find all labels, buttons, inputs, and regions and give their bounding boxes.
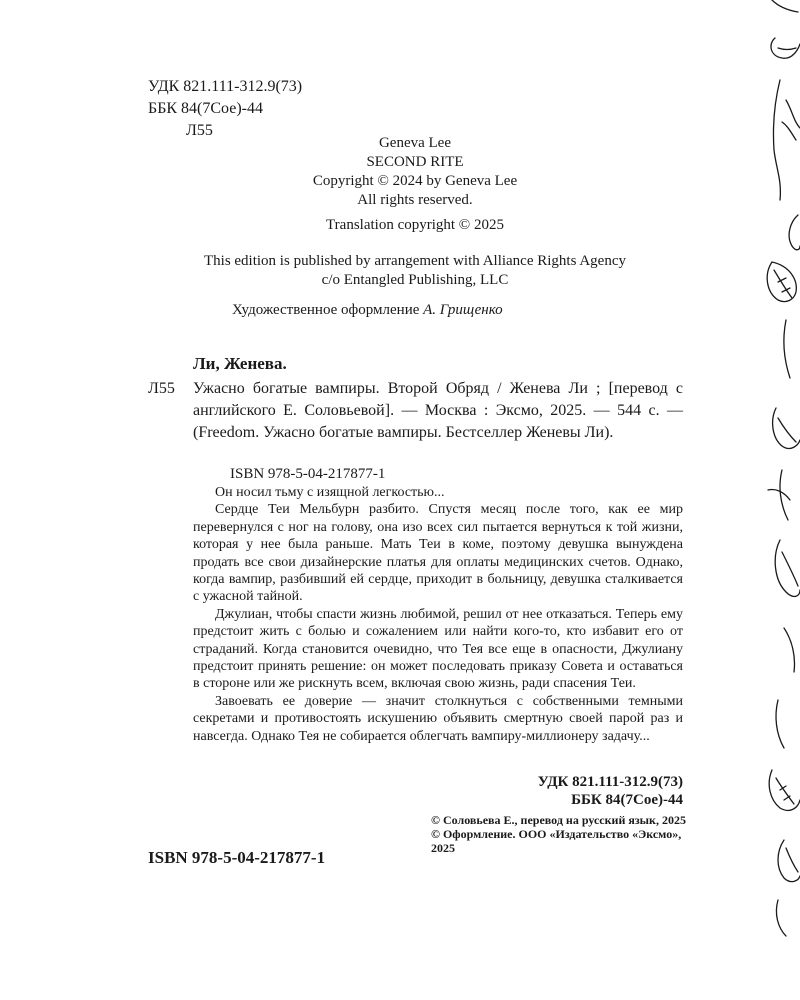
- isbn-record: ISBN 978-5-04-217877-1: [230, 466, 386, 482]
- bibliographic-mark: Л55: [148, 380, 175, 397]
- bottom-bbk-code: ББК 84(7Сое)-44: [571, 792, 683, 808]
- original-title: SECOND RITE: [366, 154, 464, 170]
- bibliographic-author: Ли, Женева.: [193, 354, 287, 373]
- original-copyright: Copyright © 2024 by Geneva Lee: [312, 173, 518, 189]
- author-mark: Л55: [186, 122, 213, 139]
- bottom-classification-codes: [450, 773, 683, 809]
- annotation-paragraph: Джулиан, чтобы спасти жизнь любимой, решил от нее отказаться. Теперь ему предстоит жить с болью и сожалением или найти кого-то, кто избавит его от страданий. Когда становится очевидно, что Тея все еще в опасности, Джулиану предстоит принять решение: он может последовать приказу Совета и оставаться в стороне или же рискнуть всем, включая свою жизнь, ради спасения Теи.: [193, 606, 683, 692]
- edition-note: [140, 252, 690, 290]
- annotation: [193, 484, 683, 745]
- botanical-line-art-icon: [720, 0, 800, 1000]
- isbn-bottom: ISBN 978-5-04-217877-1: [148, 848, 326, 867]
- translation-copyright: Translation copyright © 2025: [326, 217, 504, 233]
- design-copyright-ru: © Оформление. ООО «Издательство «Эксмо», 2025: [431, 827, 682, 855]
- bottom-udk-code: УДК 821.111-312.9(73): [537, 774, 683, 790]
- design-credit: [232, 302, 503, 319]
- udk-code: УДК 821.111-312.9(73): [148, 78, 303, 95]
- design-label: Художественное оформление: [232, 302, 420, 318]
- annotation-paragraph: Сердце Теи Мельбурн разбито. Спустя месяц после того, как ее мир перевернулся с ног на голову, она изо всех сил пытается вернуться к той жизни, которая у нее была раньше. Мать Теи в коме, поэтому девушка вынуждена продать все свои дизайнерские платья для оплаты медицинских счетов. Однако, когда вампир, разбивший ей сердце, приходит в больницу, девушка сталкивается с ужасной тайной.: [193, 502, 683, 605]
- design-artist: А. Грищенко: [423, 302, 503, 318]
- annotation-paragraph: Завоевать ее доверие — значит столкнуться с собственными темными секретами и противостоять искушению объявить смертную своей парой раз и навсегда. Однако Тея не собирается облегчать вампиру-миллионеру задачу...: [193, 693, 683, 744]
- classification-codes: [148, 76, 302, 142]
- bibliographic-record: [148, 378, 683, 444]
- annotation-paragraph: Он носил тьму с изящной легкостью...: [215, 485, 445, 500]
- translation-copyright-ru: © Соловьева Е., перевод на русский язык, 2025: [431, 813, 686, 827]
- bbk-code: ББК 84(7Сое)-44: [148, 100, 263, 117]
- russian-copyrights: [431, 813, 686, 855]
- edition-line-2: c/o Entangled Publishing, LLC: [321, 272, 509, 288]
- original-edition-info: [140, 134, 690, 210]
- original-author: Geneva Lee: [378, 135, 452, 151]
- rights-reserved: All rights reserved.: [357, 192, 473, 208]
- edition-line-1: This edition is published by arrangement with Alliance Rights Agency: [203, 253, 626, 269]
- bibliographic-text: Ужасно богатые вампиры. Второй Обряд / Женева Ли ; [перевод с английского Е. Соловьевой]. — Москва : Эксмо, 2025. — 544 с. — (Freedom. Ужасно богатые вампиры. Бестселлер Женевы Ли).: [193, 380, 683, 441]
